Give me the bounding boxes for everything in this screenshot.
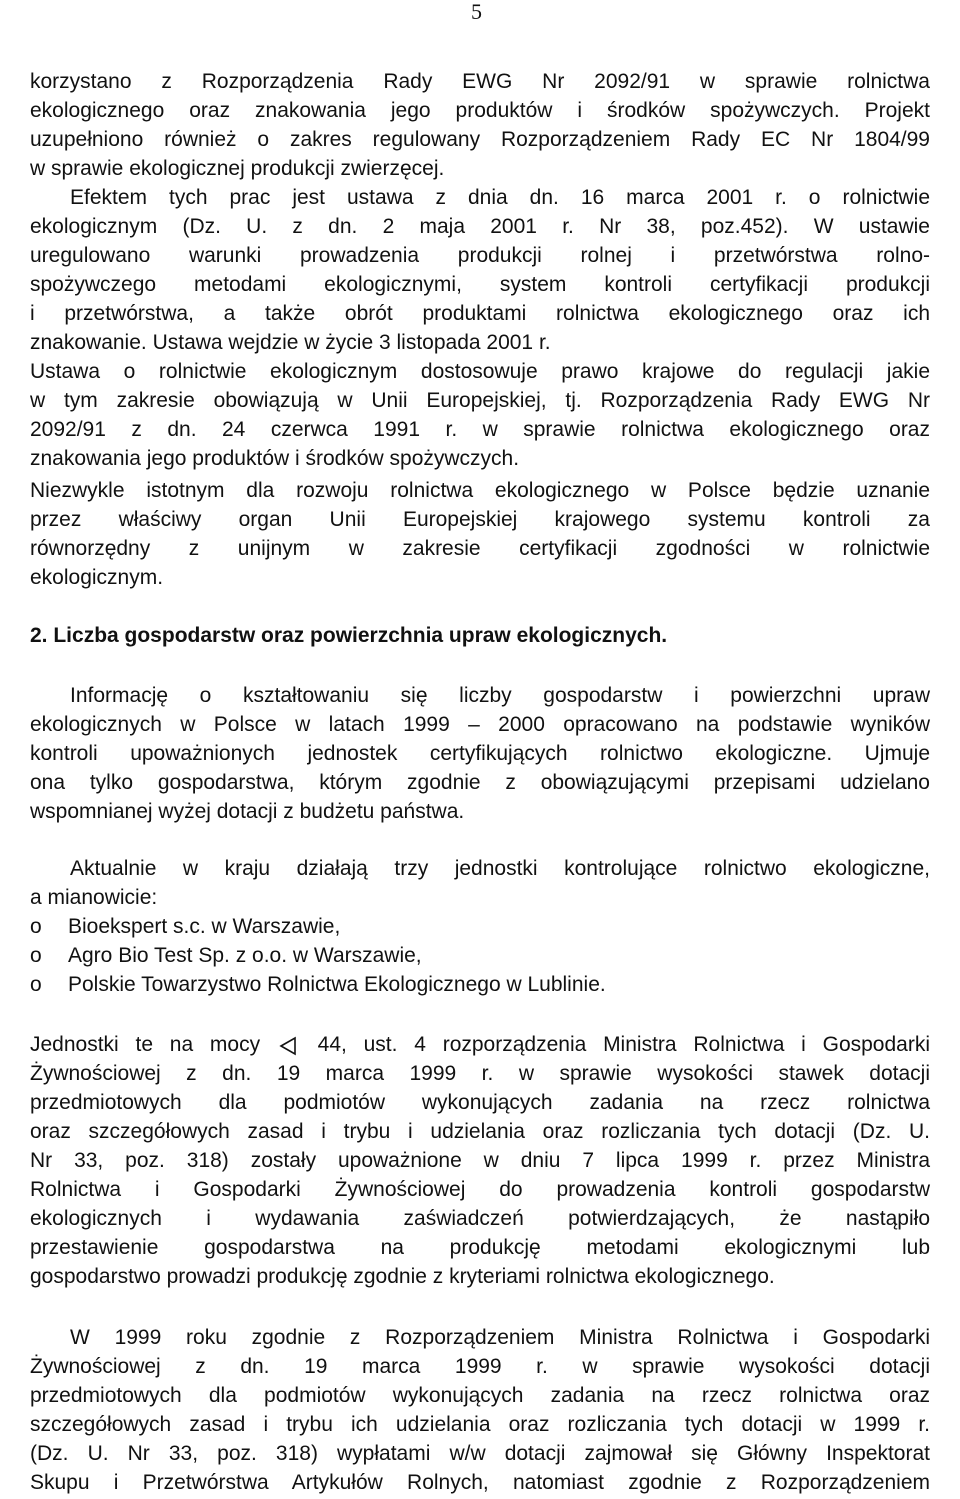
page-number: 5 [471, 0, 482, 24]
text-line: ekologicznego oraz znakowania jego produktów i środków spożywczych. Projekt [30, 99, 930, 122]
paragraph-5 [30, 681, 930, 826]
list-item-text: Bioekspert s.c. w Warszawie, [68, 915, 341, 938]
text-line: Żywnościowej z dn. 19 marca 1999 r. w sprawie wysokości dotacji [30, 1355, 930, 1378]
text-line: w tym zakresie obowiązują w Unii Europejskiej, tj. Rozporządzenia Rady EWG Nr [30, 389, 930, 412]
paragraph-6 [30, 854, 930, 999]
text-line: W 1999 roku zgodnie z Rozporządzeniem Ministra Rolnictwa i Gospodarki [70, 1326, 930, 1349]
text-segment: 44, ust. 4 rozporządzenia Ministra Rolnictwa i Gospodarki [317, 1033, 930, 1056]
bullet-marker: o [30, 944, 42, 967]
text-line: Skupu i Przetwórstwa Artykułów Rolnych, natomiast zgodnie z Rozporządzeniem [30, 1471, 930, 1494]
text-line: i przetwórstwa, a także obrót produktami rolnictwa ekologicznego oraz ich [30, 302, 930, 325]
list-item [30, 941, 930, 970]
text-line: znakowanie. Ustawa wejdzie w życie 3 listopada 2001 r. [30, 331, 551, 354]
list-item-text: Polskie Towarzystwo Rolnictwa Ekologicznego w Lublinie. [68, 973, 606, 996]
paragraph-1 [30, 67, 930, 183]
text-line: kontroli upoważnionych jednostek certyfikujących rolnictwo ekologiczne. Ujmuje [30, 742, 930, 765]
paragraph-2 [30, 183, 930, 357]
text-line: Nr 33, poz. 318) zostały upoważnione w dniu 7 lipca 1999 r. przez Ministra [30, 1149, 930, 1172]
text-line: ekologicznym. [30, 566, 164, 589]
text-line: przedmiotowych dla podmiotów wykonujących zadania na rzecz rolnictwa [30, 1091, 930, 1114]
text-line: 2092/91 z dn. 24 czerwca 1991 r. w sprawie rolnictwa ekologicznego oraz [30, 418, 930, 441]
list-item [30, 970, 930, 999]
text-line: wspomnianej wyżej dotacji z budżetu państwa. [30, 800, 465, 823]
text-line: uregulowano warunki prowadzenia produkcji rolnej i przetwórstwa rolno- [30, 244, 930, 267]
paragraph-7 [30, 1030, 930, 1291]
text-line: a mianowicie: [30, 886, 158, 909]
text-line: równorzędny z unijnym w zakresie certyfikacji zgodności w rolnictwie [30, 537, 930, 560]
section-mark-icon [277, 1030, 301, 1059]
text-line: oraz szczegółowych zasad i trybu i udzielania oraz rozliczania tych dotacji (Dz. U. [30, 1120, 930, 1143]
text-line: przestawienie gospodarstwa na produkcję metodami ekologicznymi lub [30, 1236, 930, 1259]
paragraph-4 [30, 476, 930, 592]
text-line: Efektem tych prac jest ustawa z dnia dn. 16 marca 2001 r. o rolnictwie [70, 186, 930, 209]
paragraph-3 [30, 357, 930, 473]
bullet-marker: o [30, 973, 42, 996]
list-item [30, 912, 930, 941]
text-line: (Dz. U. Nr 33, poz. 318) wypłatami w/w dotacji zajmował się Główny Inspektorat [30, 1442, 930, 1465]
text-line: ekologicznym (Dz. U. z dn. 2 maja 2001 r. Nr 38, poz.452). W ustawie [30, 215, 930, 238]
text-line: Rolnictwa i Gospodarki Żywnościowej do prowadzenia kontroli gospodarstw [30, 1178, 930, 1201]
text-line: przedmiotowych dla podmiotów wykonujących zadania na rzecz rolnictwa oraz [30, 1384, 930, 1407]
text-line: w sprawie ekologicznej produkcji zwierzęcej. [30, 157, 445, 180]
text-line: ona tylko gospodarstwa, którym zgodnie z obowiązującymi przepisami udzielano [30, 771, 930, 794]
text-line: Niezwykle istotnym dla rozwoju rolnictwa ekologicznego w Polsce będzie uznanie [30, 479, 930, 502]
text-line: Żywnościowej z dn. 19 marca 1999 r. w sprawie wysokości stawek dotacji [30, 1062, 930, 1085]
text-line: Aktualnie w kraju działają trzy jednostki kontrolujące rolnictwo ekologiczne, [70, 857, 930, 880]
text-line: ekologicznych i wydawania zaświadczeń potwierdzających, że nastąpiło [30, 1207, 930, 1230]
list-item-text: Agro Bio Test Sp. z o.o. w Warszawie, [68, 944, 422, 967]
text-line: Ustawa o rolnictwie ekologicznym dostosowuje prawo krajowe do regulacji jakie [30, 360, 930, 383]
text-line: gospodarstwo prowadzi produkcję zgodnie z kryteriami rolnictwa ekologicznego. [30, 1265, 775, 1288]
section-heading-block [30, 621, 930, 650]
text-line: spożywczego metodami ekologicznymi, system kontroli certyfikacji produkcji [30, 273, 930, 296]
section-heading: 2. Liczba gospodarstw oraz powierzchnia upraw ekologicznych. [30, 624, 668, 647]
text-line: szczegółowych zasad i trybu ich udzielania oraz rozliczania tych dotacji w 1999 r. [30, 1413, 930, 1436]
text-line: korzystano z Rozporządzenia Rady EWG Nr 2092/91 w sprawie rolnictwa [30, 70, 930, 93]
text-line: Informację o kształtowaniu się liczby gospodarstw i powierzchni upraw [70, 684, 930, 707]
text-line: ekologicznych w Polsce w latach 1999 – 2000 opracowano na podstawie wyników [30, 713, 930, 736]
paragraph-8 [30, 1323, 930, 1497]
text-line-with-footnote [30, 1030, 930, 1059]
text-line: przez właściwy organ Unii Europejskiej krajowego systemu kontroli za [30, 508, 930, 531]
text-segment: Jednostki te na mocy [30, 1033, 261, 1056]
text-line: znakowania jego produktów i środków spożywczych. [30, 447, 520, 470]
bullet-marker: o [30, 915, 42, 938]
text-line: uzupełniono również o zakres regulowany Rozporządzeniem Rady EC Nr 1804/99 [30, 128, 930, 151]
